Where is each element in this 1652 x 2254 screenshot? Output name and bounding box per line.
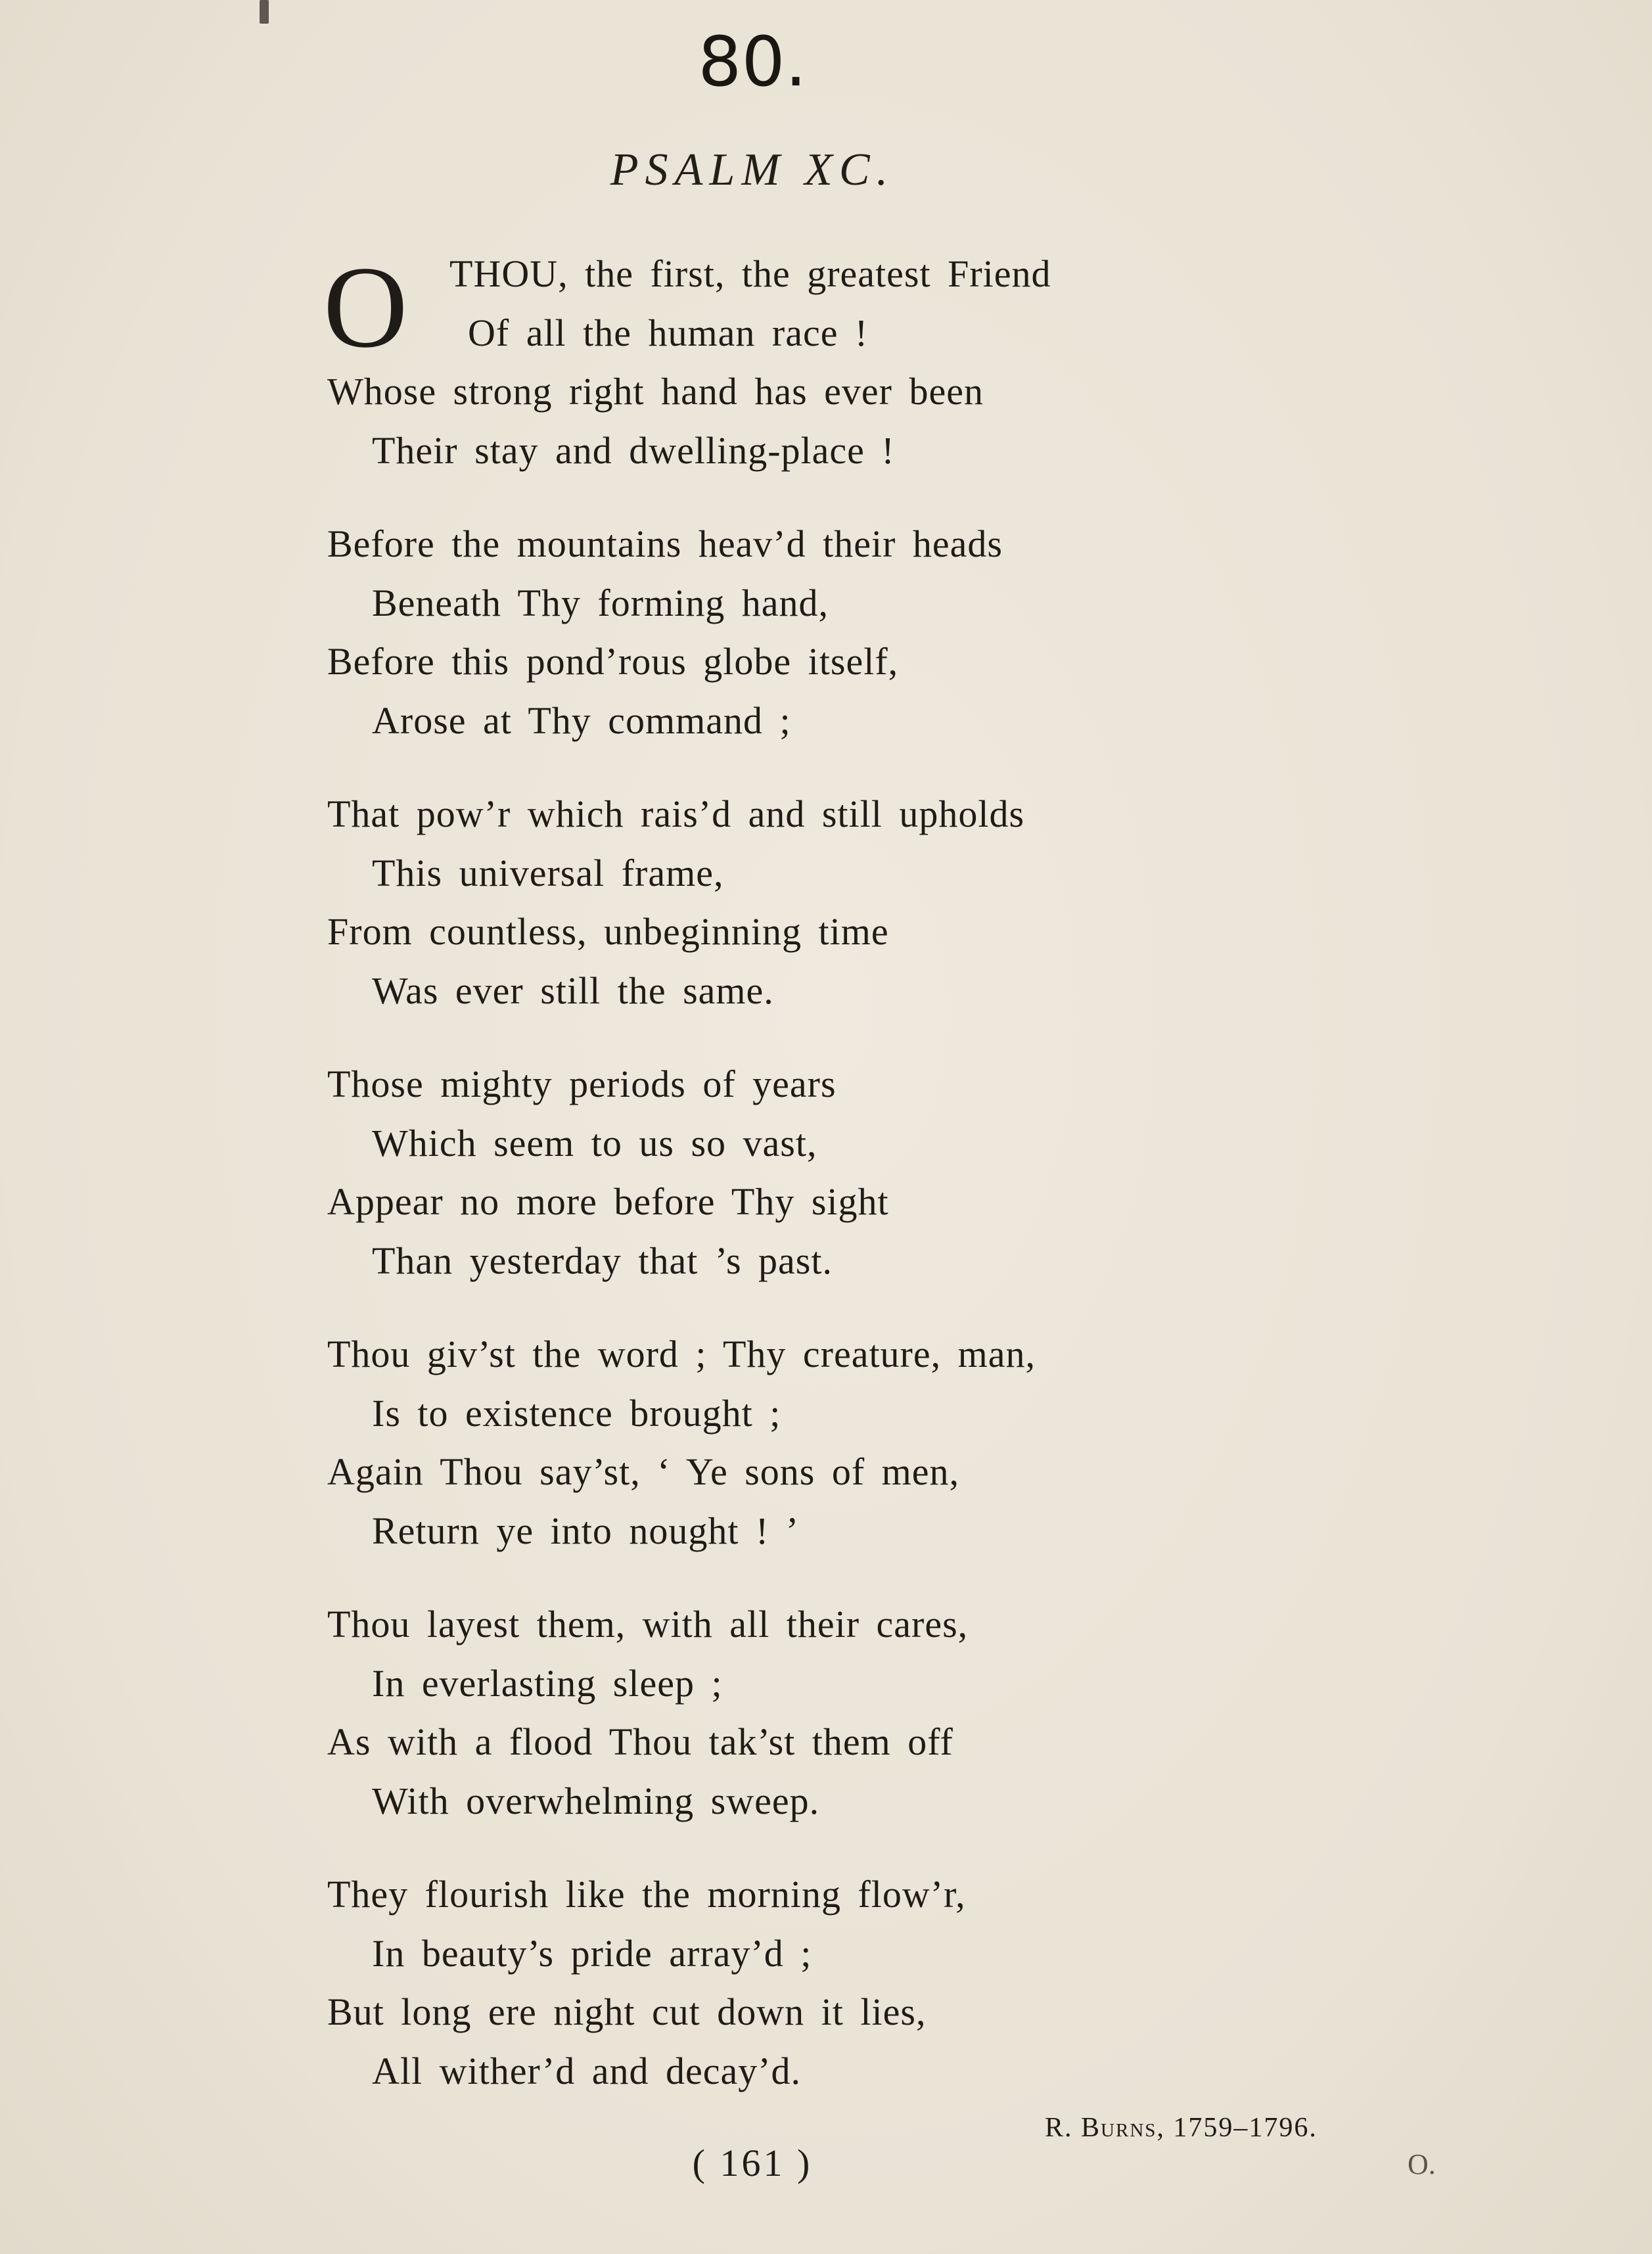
scan-speck bbox=[260, 0, 269, 24]
poem-line: THOU, the first, the greatest Friend bbox=[449, 252, 1051, 295]
poem-line: Is to existence brought ; bbox=[372, 1391, 781, 1435]
drop-cap: O bbox=[323, 242, 409, 372]
poem-line: They flourish like the morning flow’r, bbox=[327, 1873, 966, 1916]
stanza-5 bbox=[327, 1325, 1313, 1560]
poem-title: PSALM XC. bbox=[610, 145, 895, 195]
author-name: Burns, bbox=[1081, 2113, 1165, 2143]
poem-line: Before this pond’rous globe itself, bbox=[327, 640, 899, 683]
poem-line: As with a flood Thou tak’st them off bbox=[327, 1720, 953, 1763]
page-number: ( 161 ) bbox=[692, 2142, 813, 2184]
poem-line: Again Thou say’st, ‘ Ye sons of men, bbox=[327, 1450, 960, 1493]
poem-line: Thou layest them, with all their cares, bbox=[327, 1603, 969, 1645]
poem-line: Their stay and dwelling-place ! bbox=[372, 428, 895, 472]
poem-line: Appear no more before Thy sight bbox=[327, 1180, 889, 1223]
poem-line: Arose at Thy command ; bbox=[372, 699, 791, 742]
poem-line: With overwhelming sweep. bbox=[372, 1779, 820, 1822]
stanza-1 bbox=[327, 244, 1313, 480]
poem-line: Before the mountains heav’d their heads bbox=[327, 522, 1003, 565]
poem-line: Of all the human race ! bbox=[468, 311, 869, 354]
poem-line: But long ere night cut down it lies, bbox=[327, 1990, 927, 2033]
poem-body bbox=[323, 242, 1313, 2135]
stanza-4 bbox=[327, 1055, 1313, 1290]
poem-line: All wither’d and decay’d. bbox=[372, 2049, 802, 2092]
stanza-6 bbox=[327, 1595, 1313, 1830]
stanza-2 bbox=[327, 515, 1313, 750]
signature-mark: O. bbox=[1408, 2148, 1436, 2180]
author-initial: R. bbox=[1045, 2113, 1073, 2143]
poem-line: In beauty’s pride array’d ; bbox=[372, 1931, 812, 1975]
author-attribution bbox=[1045, 2112, 1318, 2144]
stanza-7 bbox=[327, 1865, 1313, 2100]
poem-line: Than yesterday that ’s past. bbox=[372, 1239, 833, 1282]
poem-line: Thou giv’st the word ; Thy creature, man, bbox=[327, 1333, 1036, 1375]
poem-line: In everlasting sleep ; bbox=[372, 1661, 723, 1705]
author-dates: 1759–1796. bbox=[1173, 2113, 1318, 2143]
poem-line: Whose strong right hand has ever been bbox=[327, 370, 984, 413]
poem-line: Which seem to us so vast, bbox=[372, 1121, 817, 1164]
poem-number: 80. bbox=[698, 22, 807, 102]
poem-line: Return ye into nought ! ’ bbox=[372, 1509, 800, 1552]
poem-line: That pow’r which rais’d and still upholds bbox=[327, 793, 1025, 835]
poem-line: Those mighty periods of years bbox=[327, 1063, 837, 1105]
poem-line: From countless, unbeginning time bbox=[327, 910, 889, 953]
poem-line: Beneath Thy forming hand, bbox=[372, 581, 829, 624]
poem-line: This universal frame, bbox=[372, 851, 724, 894]
poem-line: Was ever still the same. bbox=[372, 969, 774, 1012]
stanza-3 bbox=[327, 785, 1313, 1020]
